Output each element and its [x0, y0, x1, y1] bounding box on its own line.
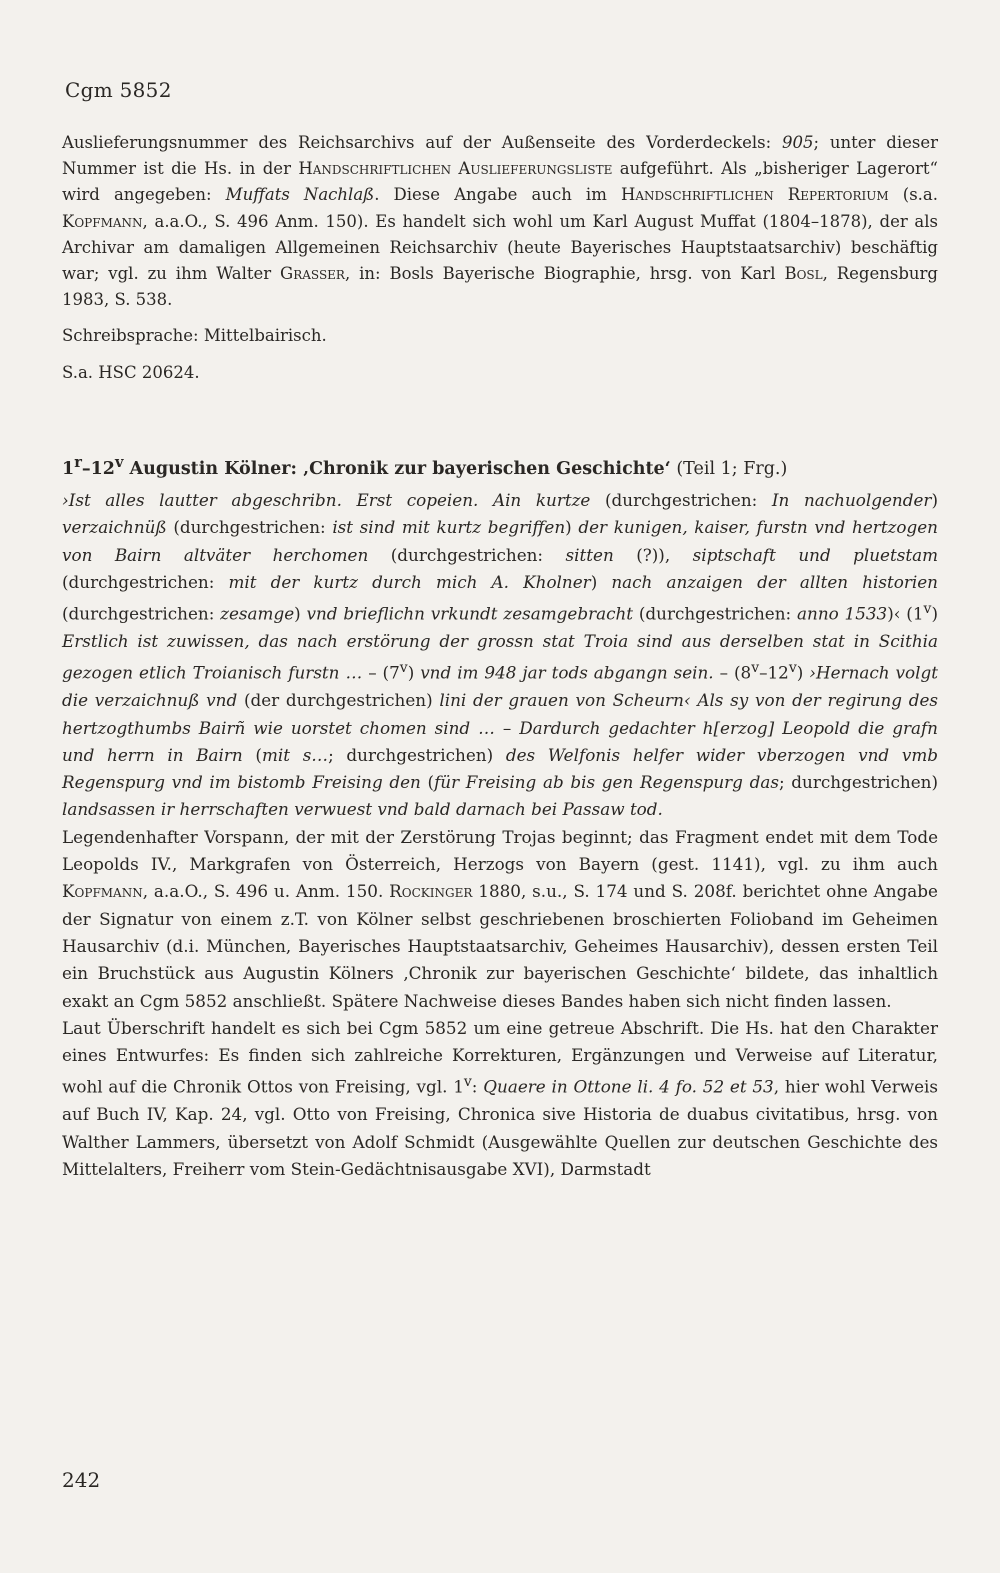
italic-run: mit der kurtz durch mich A. Kholner [228, 571, 591, 592]
text-run: – (8 [713, 662, 752, 683]
text-run: : [471, 1077, 484, 1098]
text-run: 1 [62, 458, 75, 479]
text-run: ) [796, 662, 810, 683]
italic-run: siptschaft und pluetstam [692, 544, 939, 565]
text-run: –12 [759, 662, 789, 683]
text-run: –12 [81, 458, 115, 479]
heading-title: Augustin Kölner: ‚Chronik zur bayerischen Geschichte‘ [123, 458, 671, 479]
italic-run: ›Ist alles lautter abgeschribn. Erst copeien. Ain kurtze [62, 490, 591, 510]
running-head: Cgm 5852 [65, 78, 172, 102]
italic-run: Muffats Nachlaß [225, 185, 375, 205]
italic-run: vnd im 948 jar tods abgangn sein. [420, 662, 714, 683]
italic-run: zesamge [220, 603, 295, 624]
text-run: ) [931, 490, 938, 510]
italic-run: ist sind mit kurtz begriffen [332, 517, 566, 538]
text-run: (durchgestrichen: [633, 603, 797, 624]
text-run: (?)), [613, 544, 693, 565]
text-run: , a.a.O., S. 496 u. Anm. 150. [142, 881, 390, 902]
small-caps-run: Grasser [280, 264, 345, 284]
italic-run: 905 [782, 133, 814, 152]
italic-run: sitten [565, 544, 614, 565]
text-run: ) [294, 603, 307, 624]
italic-run: Erstlich ist zuwissen, das nach erstörung der grossn stat Troia sind aus derselben stat in Scithia gezogen etlich Troianisch furstn … [62, 631, 938, 683]
superscript: v [788, 660, 797, 677]
italic-run: nach anzaigen der allten historien [611, 571, 938, 592]
italic-run: In nachuolgender [771, 490, 932, 510]
text-run: – (7 [362, 662, 400, 683]
italic-run: für Freising ab bis gen Regenspurg das [434, 772, 779, 793]
text-run: ) [931, 603, 938, 624]
paragraph-analysis [62, 1015, 938, 1183]
text-run: (durchgestrichen: [590, 490, 772, 510]
text-run: (durchgestrichen: [62, 603, 221, 624]
paragraph-reference: S.a. HSC 20624. [62, 362, 200, 382]
small-caps-run: Bosl [784, 264, 823, 284]
text-run: (durchgestrichen: [166, 517, 333, 538]
small-caps-run: Rockinger [389, 881, 473, 902]
superscript: r [74, 454, 82, 471]
superscript: v [751, 660, 760, 677]
paragraph-provenance [62, 130, 938, 313]
italic-run: landsassen ir herrschaften verwuest vnd bald darnach bei Passaw tod. [62, 799, 663, 820]
superscript: v [923, 601, 932, 618]
italic-run: der kunigen, kaiser, furstn vnd hertzogen von Bairn altväter herchomen [62, 517, 938, 565]
small-caps-run: Kopfmann [62, 211, 143, 231]
text-run: )‹ (1 [887, 603, 924, 624]
paragraph-quotation [62, 487, 938, 824]
superscript: v [114, 454, 124, 471]
text-run: , in: Bosls Bayerische Biographie, hrsg. von Karl [344, 264, 785, 284]
italic-run: Dardurch gedachter h[erzog] Leopold die grafn und herrn in Bairn [62, 717, 938, 765]
text-run: Auslieferungsnummer des Reichsarchivs auf der Außenseite des Vorderdeckels: [62, 133, 783, 152]
italic-run: lini der grauen von Scheurn‹ Als sy von der regirung des hertzogthumbs Bairñ wie uorstet chomen sind … [62, 690, 938, 738]
text-run: ( [420, 772, 435, 793]
italic-run: verzaichnüß [62, 517, 167, 538]
text-run: ) [407, 662, 421, 683]
page-number: 242 [62, 1468, 101, 1492]
text-run: (s.a. [888, 185, 938, 205]
text-run: , a.a.O., S. 496 Anm. 150). Es handelt sich wohl um Karl August Muffat (1804–1878), der als Archivar am damaligen Allgemeinen Reichsarchiv (heute Bayerisches Hauptstaatsarchiv) beschäftig war; vgl. zu ihm Walter [62, 211, 938, 284]
italic-run: ›Hernach volgt die verzaichnuß vnd [62, 662, 938, 711]
italic-run: vnd brieflichn vrkundt zesamgebracht [306, 603, 634, 624]
heading-folio [62, 454, 124, 479]
text-run: Laut Überschrift handelt es sich bei Cgm 5852 um eine getreue Abschrift. Die Hs. hat den Charakter eines Entwurfes: Es finden sich zahlreiche Korrekturen, Ergänzungen und Verweise auf Literatur, wohl auf die Chronik Ottos von Freising, vgl. 1 [62, 1017, 938, 1098]
lower-text-block [62, 487, 938, 1183]
heading-note: (Teil 1; Frg.) [670, 458, 788, 479]
text-run: (der durchgestrichen) [237, 690, 440, 711]
text-run: 1880, s.u., S. 174 und S. 208f. berichtet ohne Angabe der Signatur von einem z.T. von Kölner selbst geschriebenen broschierten Folioband im Geheimen Hausarchiv (d.i. München, Bayerisches Hauptstaatsarchiv, Geheimes Hausarchiv), dessen ersten Teil ein Bruchstück aus Augustin Kölners ‚Chronik zur bayerischen Geschichte‘ bildete, das inhaltlich exakt an Cgm 5852 anschließt. Spätere Nachweise dieses Bandes haben sich nicht finden lassen. [62, 881, 938, 1011]
italic-run: des Welfonis helfer wider vberzogen vnd vmb Regenspurg vnd im bistomb Freising den [62, 744, 938, 793]
superscript: v [399, 660, 408, 677]
text-run: (durchgestrichen: [368, 544, 566, 565]
text-run: Legendenhafter Vorspann, der mit der Zerstörung Trojas beginnt; das Fragment endet mit dem Tode Leopolds IV., Markgrafen von Österreich, Herzogs von Bayern (gest. 1141), vgl. zu ihm auch [62, 826, 938, 875]
small-caps-run: Kopfmann [62, 881, 143, 902]
upper-text-block [62, 130, 938, 386]
small-caps-run: Handschriftlichen Auslieferungsliste [298, 159, 613, 179]
superscript: v [463, 1074, 472, 1091]
text-run: ; durchgestrichen) [778, 772, 938, 793]
section-heading [62, 450, 952, 482]
italic-run: anno 1533 [797, 603, 888, 624]
italic-run: Quaere in Ottone li. 4 fo. 52 et 53 [483, 1077, 774, 1098]
text-run: , Regensburg 1983, S. 538. [62, 264, 938, 310]
text-run: ) [565, 517, 579, 538]
text-run: , hier wohl Verweis auf Buch IV, Kap. 24, vgl. Otto von Freising, Chronica sive Historia de duabus civitatibus, hrsg. von Walther Lammers, übersetzt von Adolf Schmidt (Ausgewählte Quellen zur deutschen Geschichte des Mittelalters, Freiherr vom Stein-Gedächtnisausgabe XVI), Darmstadt [62, 1077, 938, 1179]
small-caps-run: Handschriftlichen Repertorium [620, 185, 889, 205]
text-run: – [494, 717, 520, 738]
italic-run: mit s… [261, 744, 329, 765]
text-run: (durchgestrichen: [62, 571, 229, 592]
text-run: . Diese Angabe auch im [374, 185, 621, 205]
paragraph-language: Schreibsprache: Mittelbairisch. [62, 326, 327, 346]
text-run: ( [242, 744, 262, 765]
text-run: ; unter dieser Nummer ist die Hs. in der [62, 133, 939, 179]
text-run: aufgeführt. Als „bisheriger Lagerort“ wird angegeben: [62, 159, 938, 205]
text-run: ) [590, 571, 612, 592]
paragraph-commentary [62, 824, 938, 1015]
text-run: ; durchgestrichen) [328, 744, 506, 765]
